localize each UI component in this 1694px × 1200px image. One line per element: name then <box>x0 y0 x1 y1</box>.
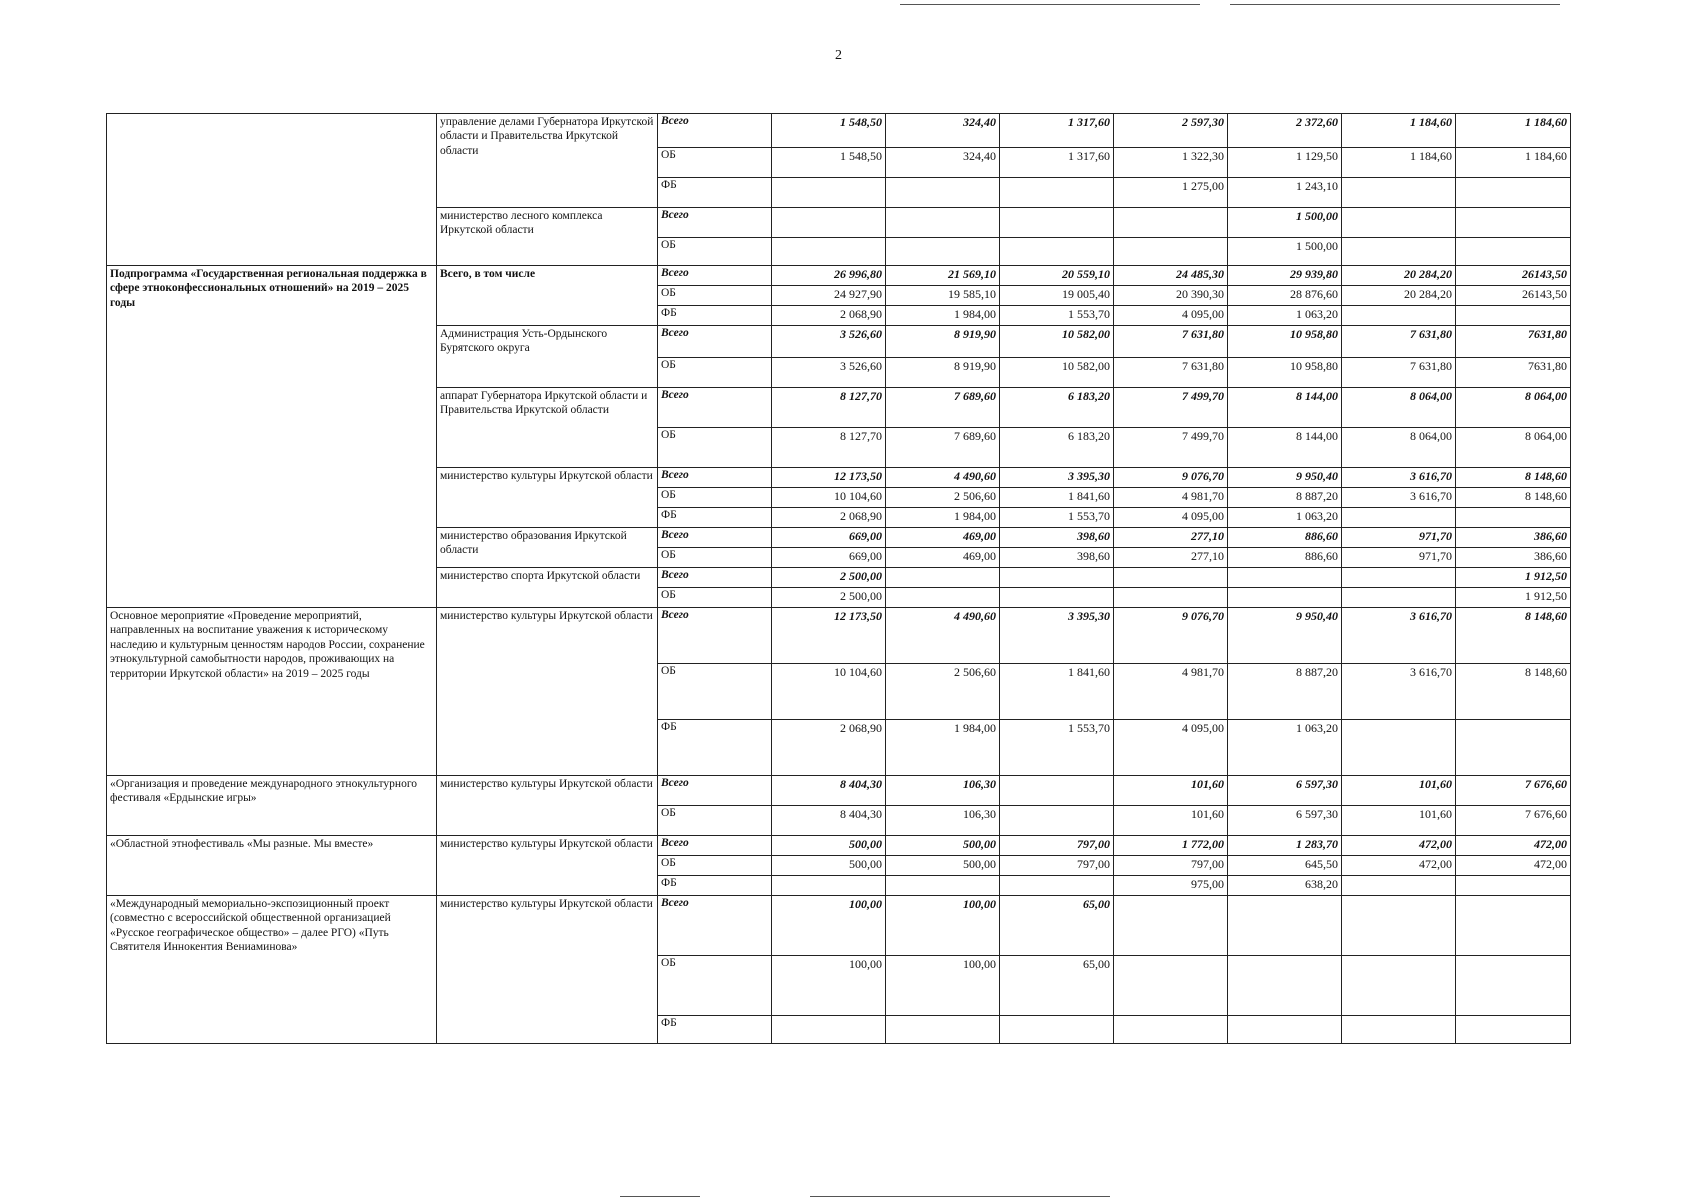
funding-source: Всего <box>658 468 772 488</box>
amount-cell: 1 841,60 <box>1000 664 1114 720</box>
amount-cell: 101,60 <box>1342 776 1456 806</box>
amount-cell: 7 499,70 <box>1114 428 1228 468</box>
amount-cell: 20 284,20 <box>1342 266 1456 286</box>
amount-cell <box>772 208 886 238</box>
amount-cell: 4 490,60 <box>886 468 1000 488</box>
amount-cell: 106,30 <box>886 776 1000 806</box>
amount-cell: 2 597,30 <box>1114 114 1228 148</box>
amount-cell: 1 984,00 <box>886 508 1000 528</box>
amount-cell: 1 129,50 <box>1228 148 1342 178</box>
amount-cell: 971,70 <box>1342 548 1456 568</box>
amount-cell <box>1114 568 1228 588</box>
responsible-executor: министерство культуры Иркутской области <box>437 468 658 528</box>
amount-cell: 3 616,70 <box>1342 664 1456 720</box>
amount-cell: 7 499,70 <box>1114 388 1228 428</box>
amount-cell: 2 506,60 <box>886 488 1000 508</box>
amount-cell: 886,60 <box>1228 548 1342 568</box>
amount-cell <box>1456 1016 1571 1044</box>
amount-cell: 7 689,60 <box>886 428 1000 468</box>
scan-artifact-bottom-right <box>810 1196 1110 1197</box>
amount-cell <box>1342 588 1456 608</box>
amount-cell: 10 582,00 <box>1000 326 1114 358</box>
amount-cell: 797,00 <box>1114 856 1228 876</box>
responsible-executor: министерство образования Иркутской области <box>437 528 658 568</box>
amount-cell: 8 148,60 <box>1456 488 1571 508</box>
amount-cell: 10 104,60 <box>772 664 886 720</box>
amount-cell <box>886 876 1000 896</box>
amount-cell: 1 063,20 <box>1228 720 1342 776</box>
amount-cell: 28 876,60 <box>1228 286 1342 306</box>
amount-cell: 1 317,60 <box>1000 148 1114 178</box>
amount-cell: 1 841,60 <box>1000 488 1114 508</box>
amount-cell: 386,60 <box>1456 548 1571 568</box>
program-name: Основное мероприятие «Проведение мероприятий, направленных на воспитание уважения к историческому наследию и культурным ценностям народов России, сохранение этнокультурной самобытности народов, проживающих на территории Иркутской области» на 2019 – 2025 годы <box>107 608 437 776</box>
amount-cell <box>1342 238 1456 266</box>
amount-cell <box>1342 876 1456 896</box>
amount-cell: 8 148,60 <box>1456 468 1571 488</box>
amount-cell: 7 631,80 <box>1342 326 1456 358</box>
amount-cell: 4 981,70 <box>1114 664 1228 720</box>
amount-cell: 8 127,70 <box>772 428 886 468</box>
amount-cell: 8 404,30 <box>772 776 886 806</box>
responsible-executor: министерство культуры Иркутской области <box>437 776 658 836</box>
amount-cell: 2 068,90 <box>772 720 886 776</box>
amount-cell <box>1114 1016 1228 1044</box>
funding-source: ОБ <box>658 148 772 178</box>
amount-cell: 469,00 <box>886 528 1000 548</box>
amount-cell: 1 553,70 <box>1000 306 1114 326</box>
amount-cell: 797,00 <box>1000 856 1114 876</box>
amount-cell <box>772 238 886 266</box>
amount-cell: 8 148,60 <box>1456 608 1571 664</box>
amount-cell: 1 912,50 <box>1456 568 1571 588</box>
amount-cell: 100,00 <box>886 956 1000 1016</box>
amount-cell: 500,00 <box>886 856 1000 876</box>
amount-cell <box>1456 956 1571 1016</box>
amount-cell: 645,50 <box>1228 856 1342 876</box>
amount-cell: 1 500,00 <box>1228 208 1342 238</box>
funding-source: Всего <box>658 836 772 856</box>
amount-cell: 1 184,60 <box>1456 148 1571 178</box>
amount-cell <box>1114 208 1228 238</box>
amount-cell: 3 616,70 <box>1342 488 1456 508</box>
amount-cell: 669,00 <box>772 548 886 568</box>
amount-cell: 469,00 <box>886 548 1000 568</box>
amount-cell: 3 526,60 <box>772 326 886 358</box>
amount-cell: 7 676,60 <box>1456 776 1571 806</box>
amount-cell: 8 887,20 <box>1228 488 1342 508</box>
amount-cell: 8 064,00 <box>1342 388 1456 428</box>
funding-source: Всего <box>658 208 772 238</box>
amount-cell <box>1342 178 1456 208</box>
amount-cell: 4 981,70 <box>1114 488 1228 508</box>
amount-cell: 4 095,00 <box>1114 508 1228 528</box>
amount-cell: 324,40 <box>886 148 1000 178</box>
amount-cell: 500,00 <box>772 836 886 856</box>
amount-cell: 7 631,80 <box>1342 358 1456 388</box>
amount-cell: 886,60 <box>1228 528 1342 548</box>
amount-cell: 1 243,10 <box>1228 178 1342 208</box>
funding-source: ОБ <box>658 856 772 876</box>
amount-cell: 472,00 <box>1456 836 1571 856</box>
responsible-executor: министерство культуры Иркутской области <box>437 896 658 1044</box>
amount-cell: 100,00 <box>886 896 1000 956</box>
amount-cell: 1 548,50 <box>772 114 886 148</box>
funding-source: ОБ <box>658 548 772 568</box>
amount-cell <box>1342 720 1456 776</box>
amount-cell: 4 095,00 <box>1114 720 1228 776</box>
amount-cell: 1 553,70 <box>1000 508 1114 528</box>
amount-cell: 472,00 <box>1456 856 1571 876</box>
responsible-executor: министерство культуры Иркутской области <box>437 836 658 896</box>
amount-cell: 324,40 <box>886 114 1000 148</box>
amount-cell <box>1000 806 1114 836</box>
amount-cell: 3 395,30 <box>1000 608 1114 664</box>
program-name: «Областной этнофестиваль «Мы разные. Мы вместе» <box>107 836 437 896</box>
amount-cell: 2 068,90 <box>772 508 886 528</box>
amount-cell <box>772 178 886 208</box>
amount-cell: 2 506,60 <box>886 664 1000 720</box>
amount-cell: 2 500,00 <box>772 568 886 588</box>
responsible-executor: министерство спорта Иркутской области <box>437 568 658 608</box>
funding-source: ОБ <box>658 358 772 388</box>
amount-cell: 3 526,60 <box>772 358 886 388</box>
amount-cell: 8 919,90 <box>886 358 1000 388</box>
amount-cell <box>1342 306 1456 326</box>
amount-cell <box>1456 306 1571 326</box>
amount-cell: 398,60 <box>1000 548 1114 568</box>
funding-source: Всего <box>658 896 772 956</box>
amount-cell <box>1342 1016 1456 1044</box>
amount-cell: 1 283,70 <box>1228 836 1342 856</box>
amount-cell <box>1000 208 1114 238</box>
amount-cell: 6 183,20 <box>1000 428 1114 468</box>
scan-artifact-bottom <box>620 1196 700 1197</box>
amount-cell <box>1456 876 1571 896</box>
amount-cell: 101,60 <box>1114 806 1228 836</box>
table-row <box>107 896 1571 956</box>
amount-cell: 7 631,80 <box>1114 358 1228 388</box>
amount-cell: 7 689,60 <box>886 388 1000 428</box>
amount-cell: 19 585,10 <box>886 286 1000 306</box>
amount-cell <box>1000 178 1114 208</box>
amount-cell: 8 064,00 <box>1456 388 1571 428</box>
funding-source: ФБ <box>658 720 772 776</box>
funding-source: Всего <box>658 528 772 548</box>
amount-cell: 3 616,70 <box>1342 468 1456 488</box>
amount-cell <box>1342 508 1456 528</box>
amount-cell: 4 095,00 <box>1114 306 1228 326</box>
funding-source: ФБ <box>658 876 772 896</box>
funding-source: ОБ <box>658 956 772 1016</box>
funding-source: Всего <box>658 388 772 428</box>
amount-cell: 1 322,30 <box>1114 148 1228 178</box>
amount-cell <box>1000 776 1114 806</box>
amount-cell: 26 996,80 <box>772 266 886 286</box>
amount-cell: 2 372,60 <box>1228 114 1342 148</box>
amount-cell: 8 064,00 <box>1342 428 1456 468</box>
amount-cell: 8 144,00 <box>1228 428 1342 468</box>
table-row <box>107 776 1571 806</box>
amount-cell <box>1456 896 1571 956</box>
table-row <box>107 266 1571 286</box>
amount-cell <box>886 178 1000 208</box>
amount-cell: 669,00 <box>772 528 886 548</box>
amount-cell: 8 148,60 <box>1456 664 1571 720</box>
amount-cell: 2 068,90 <box>772 306 886 326</box>
amount-cell: 6 597,30 <box>1228 806 1342 836</box>
amount-cell: 20 284,20 <box>1342 286 1456 306</box>
responsible-executor: Всего, в том числе <box>437 266 658 326</box>
amount-cell: 12 173,50 <box>772 468 886 488</box>
amount-cell: 9 950,40 <box>1228 468 1342 488</box>
amount-cell: 6 597,30 <box>1228 776 1342 806</box>
amount-cell <box>1456 720 1571 776</box>
amount-cell <box>1456 508 1571 528</box>
amount-cell <box>1228 588 1342 608</box>
amount-cell <box>1342 956 1456 1016</box>
amount-cell: 1 500,00 <box>1228 238 1342 266</box>
amount-cell <box>1000 588 1114 608</box>
amount-cell: 1 548,50 <box>772 148 886 178</box>
amount-cell: 106,30 <box>886 806 1000 836</box>
amount-cell: 8 144,00 <box>1228 388 1342 428</box>
table-row <box>107 836 1571 856</box>
amount-cell <box>1228 956 1342 1016</box>
funding-source: Всего <box>658 776 772 806</box>
amount-cell: 10 958,80 <box>1228 358 1342 388</box>
amount-cell: 4 490,60 <box>886 608 1000 664</box>
amount-cell: 2 500,00 <box>772 588 886 608</box>
amount-cell: 101,60 <box>1342 806 1456 836</box>
funding-source: ОБ <box>658 488 772 508</box>
funding-source: Всего <box>658 114 772 148</box>
amount-cell: 20 559,10 <box>1000 266 1114 286</box>
amount-cell <box>886 1016 1000 1044</box>
amount-cell: 1 317,60 <box>1000 114 1114 148</box>
funding-source: ОБ <box>658 588 772 608</box>
responsible-executor: Администрация Усть-Ордынского Бурятского округа <box>437 326 658 388</box>
amount-cell <box>886 208 1000 238</box>
scan-artifact-top-right <box>1230 4 1560 5</box>
amount-cell: 101,60 <box>1114 776 1228 806</box>
amount-cell: 7 631,80 <box>1114 326 1228 358</box>
amount-cell <box>1456 238 1571 266</box>
amount-cell <box>1342 208 1456 238</box>
amount-cell <box>1000 568 1114 588</box>
funding-source: Всего <box>658 568 772 588</box>
amount-cell: 472,00 <box>1342 856 1456 876</box>
funding-source: ОБ <box>658 286 772 306</box>
amount-cell: 10 104,60 <box>772 488 886 508</box>
amount-cell: 472,00 <box>1342 836 1456 856</box>
table-row <box>107 608 1571 664</box>
amount-cell <box>1114 896 1228 956</box>
amount-cell: 100,00 <box>772 896 886 956</box>
amount-cell: 12 173,50 <box>772 608 886 664</box>
amount-cell: 797,00 <box>1000 836 1114 856</box>
amount-cell: 100,00 <box>772 956 886 1016</box>
amount-cell <box>772 876 886 896</box>
amount-cell: 277,10 <box>1114 548 1228 568</box>
amount-cell: 1 063,20 <box>1228 306 1342 326</box>
amount-cell <box>1456 208 1571 238</box>
budget-table-body <box>107 114 1571 1044</box>
amount-cell: 1 772,00 <box>1114 836 1228 856</box>
amount-cell: 3 616,70 <box>1342 608 1456 664</box>
amount-cell: 20 390,30 <box>1114 286 1228 306</box>
program-name: «Организация и проведение международного этнокультурного фестиваля «Ердынские игры» <box>107 776 437 836</box>
amount-cell <box>1000 876 1114 896</box>
funding-source: ФБ <box>658 178 772 208</box>
funding-source: ОБ <box>658 238 772 266</box>
amount-cell <box>886 588 1000 608</box>
table-row <box>107 114 1571 148</box>
amount-cell <box>886 568 1000 588</box>
amount-cell: 1 184,60 <box>1342 148 1456 178</box>
amount-cell: 1 275,00 <box>1114 178 1228 208</box>
amount-cell: 386,60 <box>1456 528 1571 548</box>
amount-cell: 7 676,60 <box>1456 806 1571 836</box>
amount-cell: 8 064,00 <box>1456 428 1571 468</box>
program-name: «Международный мемориально-экспозиционный проект (совместно с всероссийской общественной организацией «Русское географическое общество» – далее РГО) «Путь Святителя Иннокентия Вениаминова» <box>107 896 437 1044</box>
funding-source: Всего <box>658 608 772 664</box>
responsible-executor: министерство культуры Иркутской области <box>437 608 658 776</box>
amount-cell <box>1456 178 1571 208</box>
responsible-executor: аппарат Губернатора Иркутской области и Правительства Иркутской области <box>437 388 658 468</box>
amount-cell: 21 569,10 <box>886 266 1000 286</box>
amount-cell: 9 950,40 <box>1228 608 1342 664</box>
amount-cell: 6 183,20 <box>1000 388 1114 428</box>
funding-source: ОБ <box>658 428 772 468</box>
amount-cell: 1 184,60 <box>1456 114 1571 148</box>
amount-cell: 19 005,40 <box>1000 286 1114 306</box>
page-number: 2 <box>835 48 842 63</box>
amount-cell: 1 063,20 <box>1228 508 1342 528</box>
amount-cell: 7631,80 <box>1456 326 1571 358</box>
amount-cell: 65,00 <box>1000 956 1114 1016</box>
amount-cell: 277,10 <box>1114 528 1228 548</box>
amount-cell: 65,00 <box>1000 896 1114 956</box>
amount-cell: 8 919,90 <box>886 326 1000 358</box>
amount-cell: 975,00 <box>1114 876 1228 896</box>
responsible-executor: министерство лесного комплекса Иркутской области <box>437 208 658 266</box>
funding-source: ОБ <box>658 806 772 836</box>
amount-cell: 9 076,70 <box>1114 608 1228 664</box>
amount-cell: 398,60 <box>1000 528 1114 548</box>
funding-source: Всего <box>658 266 772 286</box>
amount-cell: 1 912,50 <box>1456 588 1571 608</box>
program-name: Подпрограмма «Государственная региональная поддержка в сфере этноконфессиональных отношений» на 2019 – 2025 годы <box>107 266 437 608</box>
scan-artifact-top <box>900 4 1200 5</box>
amount-cell: 1 553,70 <box>1000 720 1114 776</box>
amount-cell <box>1228 896 1342 956</box>
amount-cell: 29 939,80 <box>1228 266 1342 286</box>
funding-source: Всего <box>658 326 772 358</box>
amount-cell: 1 184,60 <box>1342 114 1456 148</box>
amount-cell: 638,20 <box>1228 876 1342 896</box>
amount-cell: 8 887,20 <box>1228 664 1342 720</box>
funding-source: ФБ <box>658 508 772 528</box>
funding-source: ФБ <box>658 1016 772 1044</box>
amount-cell: 24 927,90 <box>772 286 886 306</box>
amount-cell: 500,00 <box>886 836 1000 856</box>
amount-cell: 10 582,00 <box>1000 358 1114 388</box>
amount-cell: 8 404,30 <box>772 806 886 836</box>
amount-cell <box>1114 238 1228 266</box>
amount-cell <box>1342 896 1456 956</box>
amount-cell: 3 395,30 <box>1000 468 1114 488</box>
amount-cell <box>1342 568 1456 588</box>
amount-cell: 9 076,70 <box>1114 468 1228 488</box>
amount-cell: 500,00 <box>772 856 886 876</box>
amount-cell <box>1000 238 1114 266</box>
amount-cell: 971,70 <box>1342 528 1456 548</box>
amount-cell <box>1114 588 1228 608</box>
amount-cell: 10 958,80 <box>1228 326 1342 358</box>
amount-cell: 8 127,70 <box>772 388 886 428</box>
amount-cell: 7631,80 <box>1456 358 1571 388</box>
amount-cell: 24 485,30 <box>1114 266 1228 286</box>
amount-cell <box>1228 568 1342 588</box>
funding-source: ОБ <box>658 664 772 720</box>
amount-cell: 1 984,00 <box>886 306 1000 326</box>
amount-cell: 1 984,00 <box>886 720 1000 776</box>
amount-cell: 26143,50 <box>1456 266 1571 286</box>
amount-cell <box>1228 1016 1342 1044</box>
amount-cell <box>1000 1016 1114 1044</box>
program-name <box>107 114 437 266</box>
budget-table <box>106 113 1571 1044</box>
responsible-executor: управление делами Губернатора Иркутской области и Правительства Иркутской области <box>437 114 658 208</box>
funding-source: ФБ <box>658 306 772 326</box>
amount-cell: 26143,50 <box>1456 286 1571 306</box>
amount-cell <box>886 238 1000 266</box>
amount-cell <box>1114 956 1228 1016</box>
amount-cell <box>772 1016 886 1044</box>
